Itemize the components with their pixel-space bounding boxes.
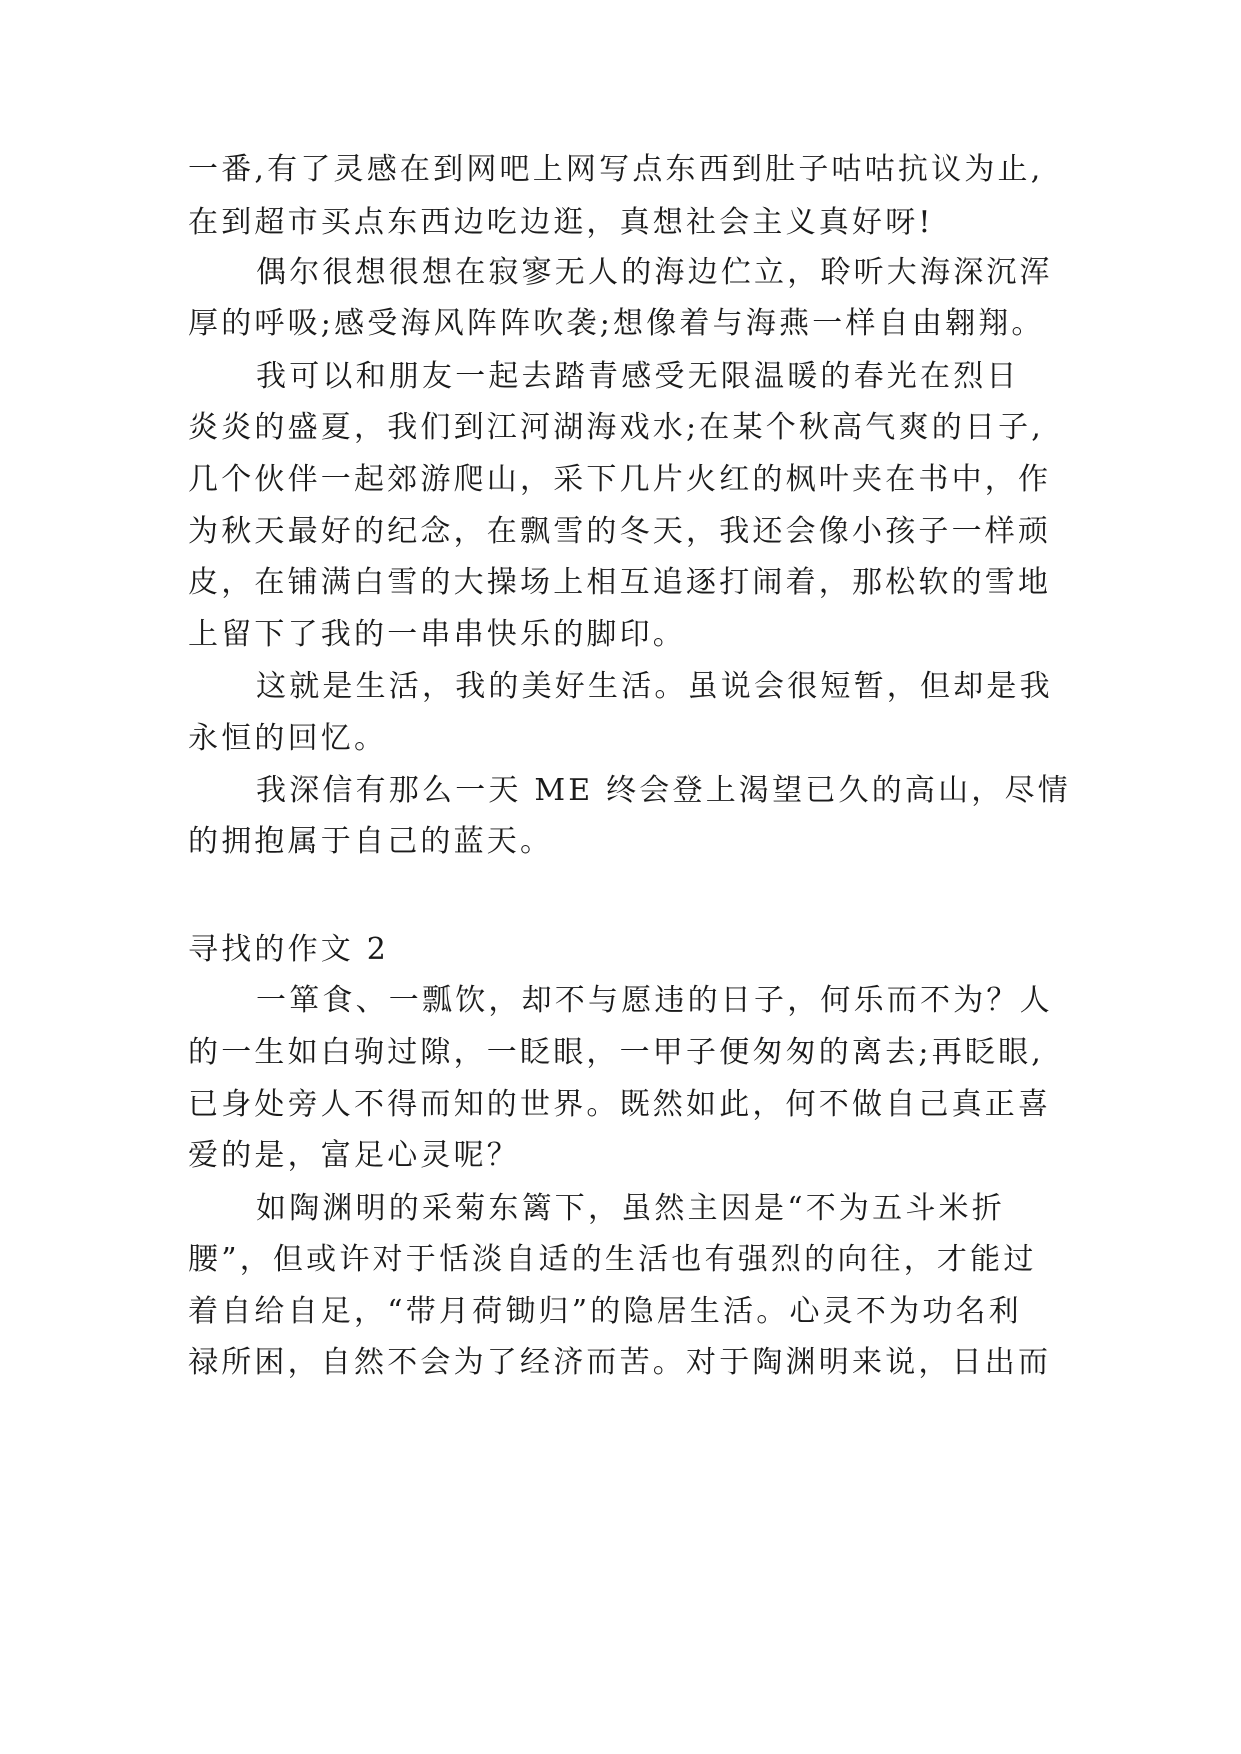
paragraph-start-line: 这就是生活，我的美好生活。虽说会很短暂，但却是我	[256, 669, 1053, 704]
text-line: 炎炎的盛夏，我们到江河湖海戏水;在某个秋高气爽的日子,	[188, 410, 1045, 445]
paragraph-start-line: 如陶渊明的采菊东篱下，虽然主因是“不为五斗米折	[256, 1191, 1005, 1226]
text-line: 厚的呼吸;感受海风阵阵吹袭;想像着与海燕一样自由翱翔。	[188, 306, 1045, 341]
text-line: 永恒的回忆。	[188, 721, 388, 756]
text-line: 几个伙伴一起郊游爬山，采下几片火红的枫叶夹在书中，作	[188, 462, 1052, 497]
text-line: 上留下了我的一串串快乐的脚印。	[188, 617, 686, 652]
text-line: 爱的是，富足心灵呢？	[188, 1138, 520, 1173]
text-line: 在到超市买点东西边吃边逛，真想社会主义真好呀!	[188, 205, 934, 240]
text-line: 为秋天最好的纪念，在飘雪的冬天，我还会像小孩子一样顽	[188, 514, 1052, 549]
text-line: 禄所困，自然不会为了经济而苦。对于陶渊明来说，日出而	[188, 1345, 1052, 1380]
text-line: 着自给自足，“带月荷锄归”的隐居生活。心灵不为功名利	[188, 1294, 1022, 1329]
text-line: 已身处旁人不得而知的世界。既然如此，何不做自己真正喜	[188, 1087, 1052, 1122]
paragraph-start-line: 我可以和朋友一起去踏青感受无限温暖的春光在烈日	[256, 359, 1020, 394]
section-heading: 寻找的作文 2	[188, 932, 390, 967]
paragraph-start-line: 偶尔很想很想在寂寥无人的海边伫立，聆听大海深沉浑	[256, 255, 1053, 290]
paragraph-start-line: 我深信有那么一天 ME 终会登上渴望已久的高山，尽情	[256, 773, 1071, 808]
text-line: 的拥抱属于自己的蓝天。	[188, 824, 554, 859]
text-line: 的一生如白驹过隙，一眨眼，一甲子便匆匆的离去;再眨眼,	[188, 1035, 1045, 1070]
paragraph-start-line: 一箪食、一瓢饮，却不与愿违的日子，何乐而不为？人	[256, 983, 1053, 1018]
text-line: 皮，在铺满白雪的大操场上相互追逐打闹着，那松软的雪地	[188, 565, 1052, 600]
text-line: 一番,有了灵感在到网吧上网写点东西到肚子咕咕抗议为止,	[188, 152, 1044, 187]
text-line: 腰”，但或许对于恬淡自适的生活也有强烈的向往，才能过	[188, 1242, 1037, 1277]
